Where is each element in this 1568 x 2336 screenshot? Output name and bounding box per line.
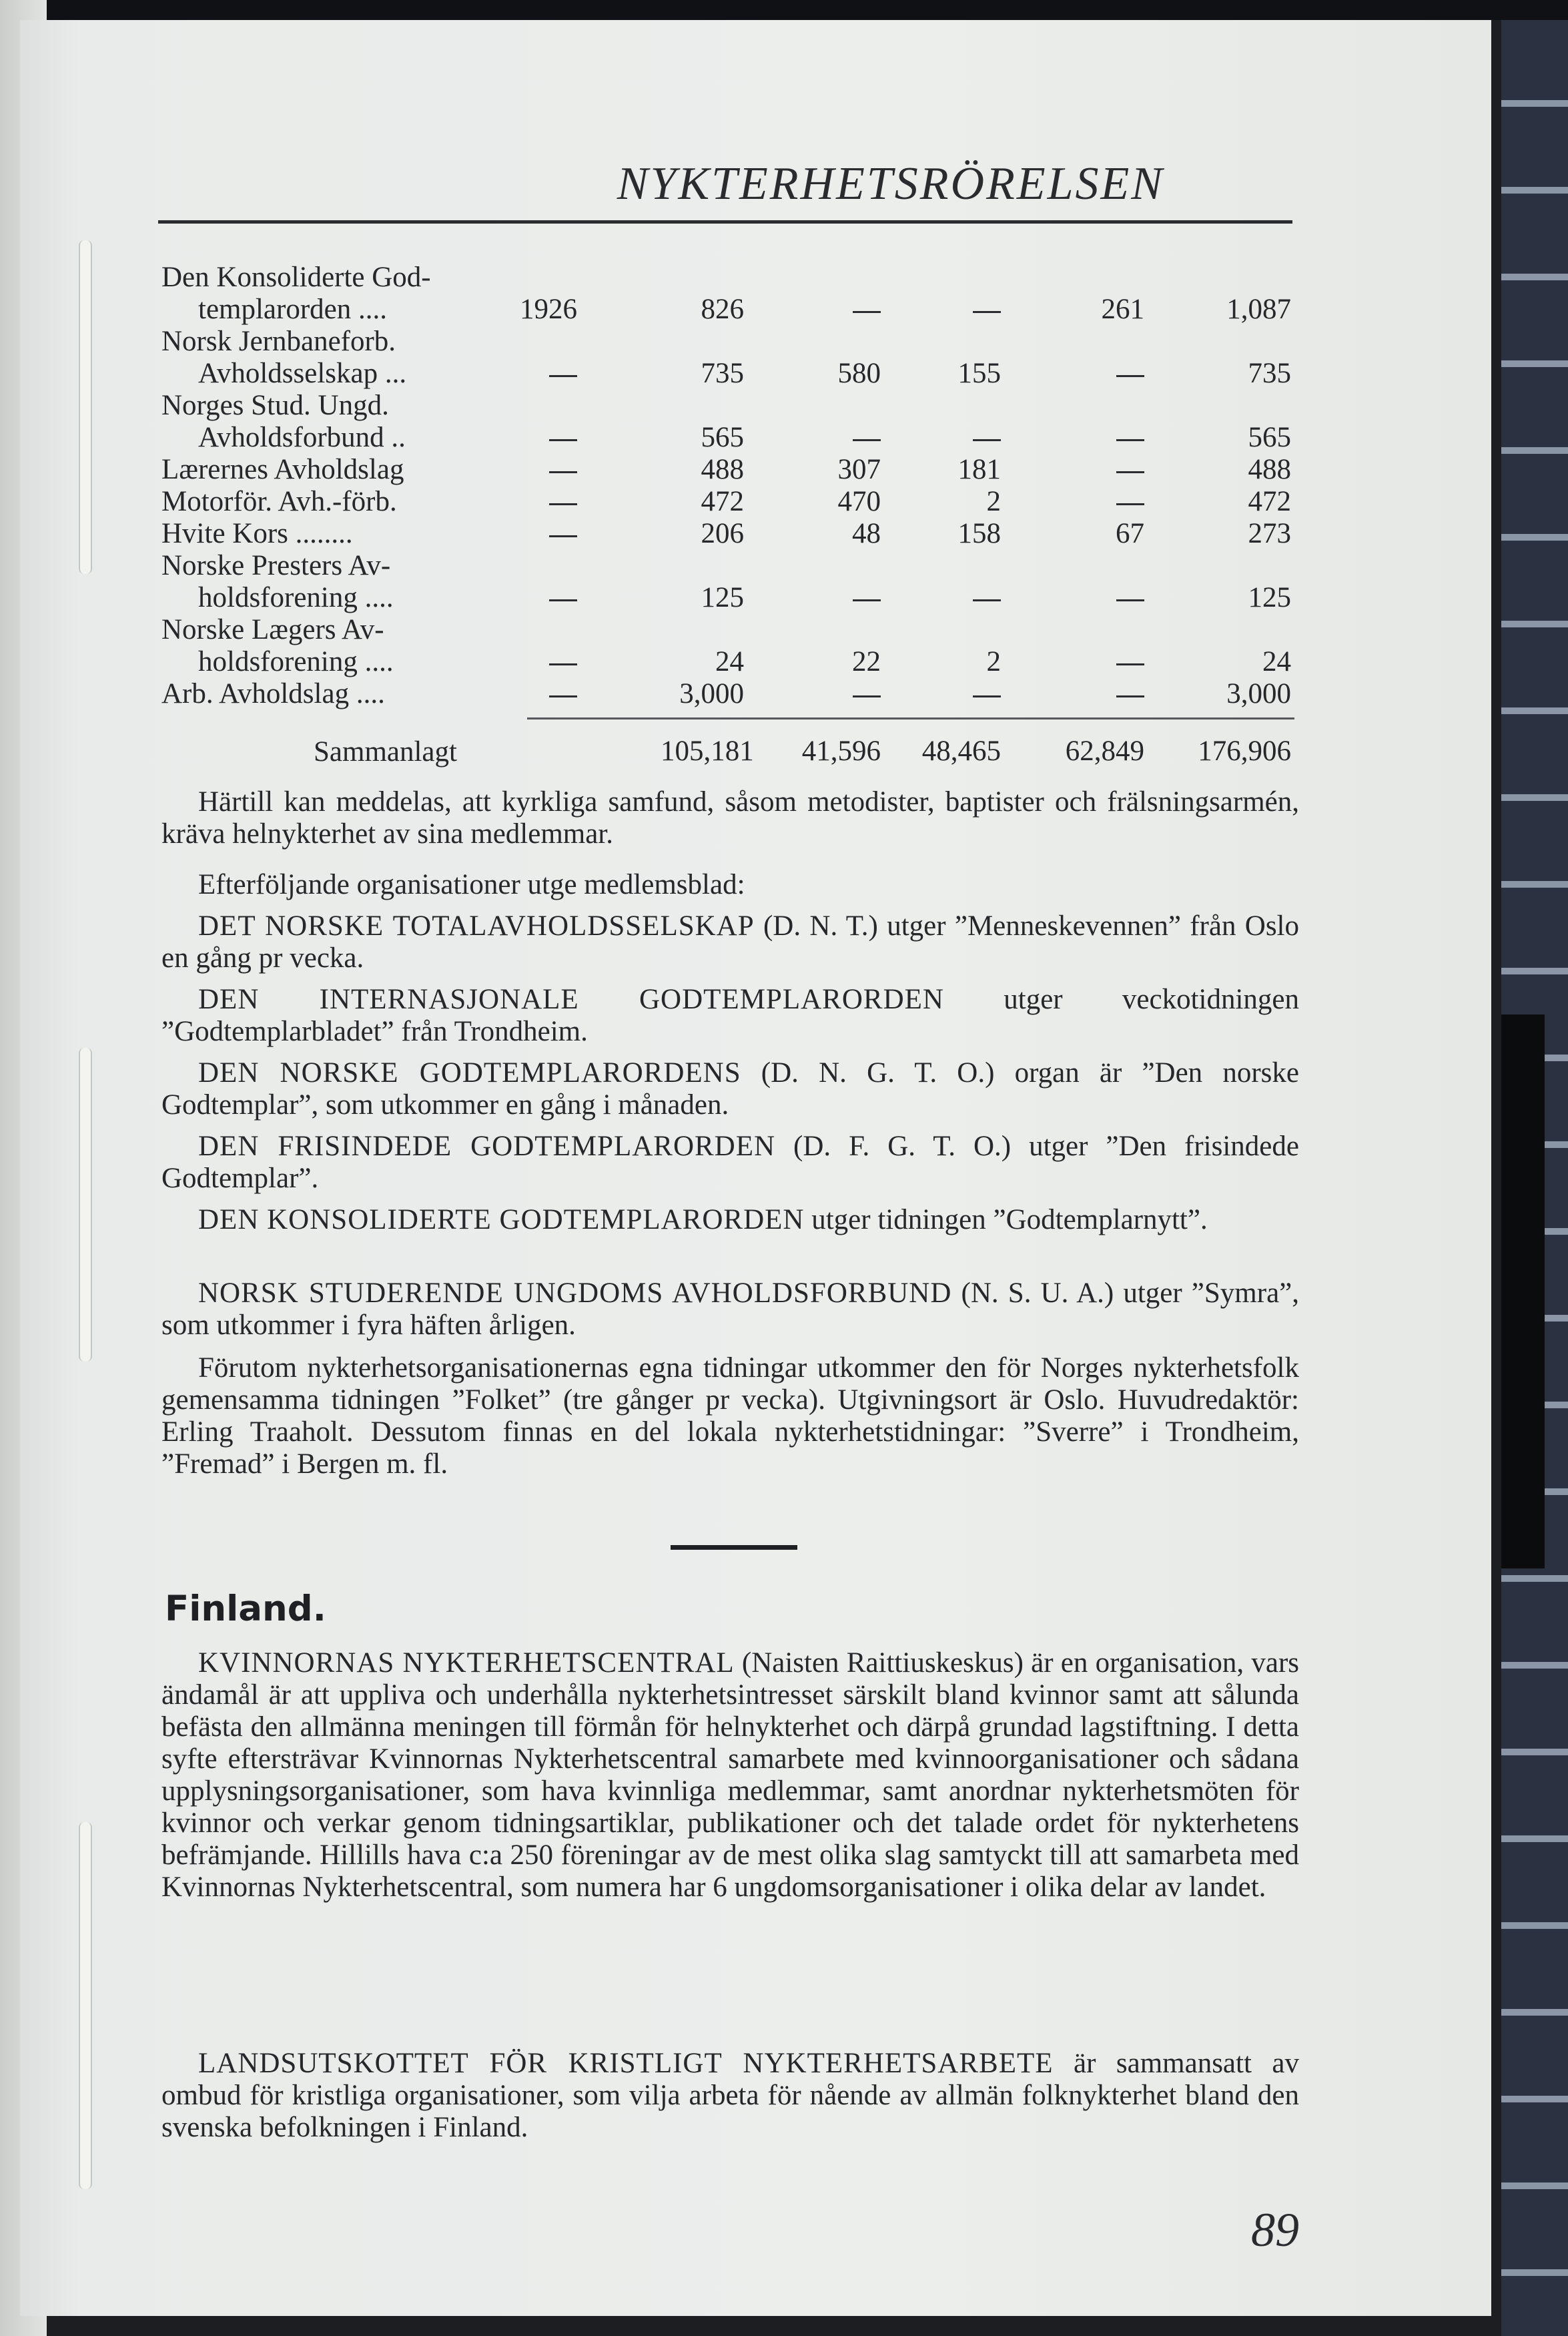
table-cell xyxy=(1028,486,1144,518)
table-cell: 206 xyxy=(701,518,744,549)
book-page xyxy=(20,20,1491,2316)
row-name: holdsforening .... xyxy=(198,646,394,677)
dash-mark xyxy=(853,311,881,313)
table-cell xyxy=(517,582,577,614)
total-rule xyxy=(527,717,1294,719)
row-name: Norske Lægers Av- xyxy=(161,614,384,645)
table-cell: 735 xyxy=(1248,358,1291,389)
table-cell: 565 xyxy=(701,422,744,453)
table-cell: 24 xyxy=(715,646,744,677)
table-cell: 580 xyxy=(837,358,881,389)
total-cell: 48,465 xyxy=(921,736,1001,767)
paragraph: LANDSUTSKOTTET FÖR KRISTLIGT NYKTERHETSARBETE är sammansatt av ombud för kristliga organisationer, som vilja arbeta för nående av allmän folknykterhet bland den svenska befolkningen i Finland. xyxy=(161,2048,1299,2143)
dash-mark xyxy=(1116,695,1144,697)
dash-mark xyxy=(1116,439,1144,441)
table-cell xyxy=(517,678,577,710)
table-cell: 125 xyxy=(701,582,744,613)
dash-mark xyxy=(973,695,1001,697)
table-cell: 3,000 xyxy=(679,678,744,709)
table-cell xyxy=(1028,678,1144,710)
table-cell: 181 xyxy=(957,454,1001,485)
top-edge xyxy=(0,0,1568,20)
dash-mark xyxy=(549,375,577,377)
table-cell: 155 xyxy=(957,358,1001,389)
paragraph: DET NORSKE TOTALAVHOLDSSELSKAP (D. N. T.) utger ”Menneskevennen” från Oslo en gång pr vecka. xyxy=(161,910,1300,974)
row-name: Norsk Jernbaneforb. xyxy=(161,326,396,357)
row-name: templarorden .... xyxy=(198,294,387,325)
table-cell: 826 xyxy=(701,294,744,325)
table-cell: 22 xyxy=(852,646,881,677)
row-name: Norges Stud. Ungd. xyxy=(161,390,389,421)
table-cell xyxy=(794,422,881,454)
row-name: Avholdsforbund .. xyxy=(198,422,406,453)
dash-mark xyxy=(549,599,577,601)
table-cell xyxy=(794,678,881,710)
table-cell xyxy=(914,678,1001,710)
paragraph: DEN NORSKE GODTEMPLARORDENS (D. N. G. T. O.) organ är ”Den norske Godtemplar”, som utkommer en gång i månaden. xyxy=(161,1057,1299,1121)
book-spine-shadow xyxy=(1501,1014,1545,1568)
dash-mark xyxy=(853,695,881,697)
table-cell: 472 xyxy=(701,486,744,517)
running-head: NYKTERHETSRÖRELSEN xyxy=(617,158,1164,210)
row-name: Arb. Avholdslag .... xyxy=(161,678,385,709)
table-cell xyxy=(1028,454,1144,486)
table-cell: 488 xyxy=(1248,454,1291,485)
total-cell: 41,596 xyxy=(801,736,881,767)
table-cell: 125 xyxy=(1248,582,1291,613)
row-name: Lærernes Avholdslag xyxy=(161,454,404,485)
dash-mark xyxy=(853,439,881,441)
table-cell: 24 xyxy=(1262,646,1291,677)
table-cell: 158 xyxy=(957,518,1001,549)
dash-mark xyxy=(1116,663,1144,665)
page-number: 89 xyxy=(1251,2203,1299,2257)
section-heading: Finland. xyxy=(165,1588,326,1629)
table-cell: 67 xyxy=(1116,518,1144,549)
table-cell xyxy=(1028,422,1144,454)
table-cell: 1926 xyxy=(520,294,577,325)
table-cell xyxy=(517,358,577,390)
paragraph: Härtill kan meddelas, att kyrkliga samfund, såsom metodister, baptister och frälsningsarmén, kräva helnykterhet av sina medlemmar. xyxy=(161,786,1299,850)
dash-mark xyxy=(1116,599,1144,601)
paragraph: Förutom nykterhetsorganisationernas egna tidningar utkommer den för Norges nykterhetsfolk gemensamma tidningen ”Folket” (tre gånger pr vecka). Utgivningsort är Oslo. Huvudredaktör: Erling Traaholt. Dessutom finnas en del lokala nykterhetstidningar: ”Sverre” i Trondheim, ”Fremad” i Bergen m. fl. xyxy=(161,1352,1299,1480)
table-cell: 1,087 xyxy=(1226,294,1291,325)
section-separator xyxy=(671,1545,797,1550)
table-cell: 48 xyxy=(852,518,881,549)
table-cell: 2 xyxy=(986,486,1001,517)
table-cell xyxy=(1028,646,1144,678)
table-cell: 307 xyxy=(837,454,881,485)
binding-stitch xyxy=(79,1048,92,1362)
row-name: Den Konsoliderte God- xyxy=(161,262,431,293)
table-cell xyxy=(914,582,1001,614)
dash-mark xyxy=(973,311,1001,313)
table-cell: 488 xyxy=(701,454,744,485)
dash-mark xyxy=(549,695,577,697)
table-cell xyxy=(914,422,1001,454)
paragraph: NORSK STUDERENDE UNGDOMS AVHOLDSFORBUND (N. S. U. A.) utger ”Symra”, som utkommer i fyra häften årligen. xyxy=(161,1277,1299,1341)
table-cell xyxy=(794,294,881,326)
table-cell xyxy=(1028,358,1144,390)
row-name: Avholdsselskap ... xyxy=(198,358,407,389)
table-cell: 735 xyxy=(701,358,744,389)
dash-mark xyxy=(549,535,577,537)
table-cell xyxy=(517,518,577,550)
table-cell xyxy=(517,486,577,518)
table-cell xyxy=(1028,582,1144,614)
paragraph: DEN FRISINDEDE GODTEMPLARORDEN (D. F. G. T. O.) utger ”Den frisindede Godtemplar”. xyxy=(161,1131,1299,1194)
row-name: Motorför. Avh.-förb. xyxy=(161,486,397,517)
dash-mark xyxy=(549,663,577,665)
table-cell xyxy=(517,646,577,678)
total-cell: 105,181 xyxy=(661,736,754,767)
table-cell: 470 xyxy=(837,486,881,517)
row-name: holdsforening .... xyxy=(198,582,394,613)
table-cell xyxy=(517,422,577,454)
dash-mark xyxy=(1116,375,1144,377)
paragraph: DEN KONSOLIDERTE GODTEMPLARORDEN utger tidningen ”Godtemplarnytt”. xyxy=(198,1204,1208,1235)
table-cell: 3,000 xyxy=(1226,678,1291,709)
table-cell: 565 xyxy=(1248,422,1291,453)
table-cell xyxy=(517,454,577,486)
paragraph: Efterföljande organisationer utge medlemsblad: xyxy=(198,869,745,900)
dash-mark xyxy=(973,599,1001,601)
table-cell xyxy=(914,294,1001,326)
table-cell: 261 xyxy=(1101,294,1144,325)
total-label: Sammanlagt xyxy=(314,736,457,768)
binding-stitch xyxy=(79,240,92,574)
paragraph: KVINNORNAS NYKTERHETSCENTRAL (Naisten Raittiuskeskus) är en organisation, vars ändamål är att uppliva och underhålla nykterhetsintresset särskilt bland kvinnor samt att sålunda befästa den allmänna meningen till förmån för helnykterhet och därpå grundad lagstiftning. I detta syfte eftersträvar Kvinnornas Nykterhetscentral samarbete med kvinnoorganisationer och sådana upplysningsorganisationer, som hava kvinnliga medlemmar, samt anordnar nykterhetsmöten för kvinnor och verkar genom tidningsartiklar, publikationer och det talade ordet för nykterhetens befrämjande. Hillills hava c:a 250 föreningar av de mest olika slag samtyckt till att samarbeta med Kvinnornas Nykterhetscentral, som numera har 6 ungdomsorganisationer i olika delar av landet. xyxy=(161,1647,1299,1903)
dash-mark xyxy=(973,439,1001,441)
header-rule xyxy=(158,220,1292,224)
binding-stitch xyxy=(79,1822,92,2189)
total-cell: 176,906 xyxy=(1198,736,1291,767)
table-cell: 2 xyxy=(986,646,1001,677)
dash-mark xyxy=(853,599,881,601)
row-name: Hvite Kors ........ xyxy=(161,518,353,549)
dash-mark xyxy=(1116,471,1144,473)
table-cell xyxy=(794,582,881,614)
table-cell: 472 xyxy=(1248,486,1291,517)
dash-mark xyxy=(549,471,577,473)
dash-mark xyxy=(1116,503,1144,505)
table-cell: 273 xyxy=(1248,518,1291,549)
dash-mark xyxy=(549,439,577,441)
row-name: Norske Presters Av- xyxy=(161,550,391,581)
paragraph: DEN INTERNASJONALE GODTEMPLARORDEN utger veckotidningen ”Godtemplarbladet” från Trondheim. xyxy=(161,984,1299,1047)
total-cell: 62,849 xyxy=(1065,736,1144,767)
dash-mark xyxy=(549,503,577,505)
